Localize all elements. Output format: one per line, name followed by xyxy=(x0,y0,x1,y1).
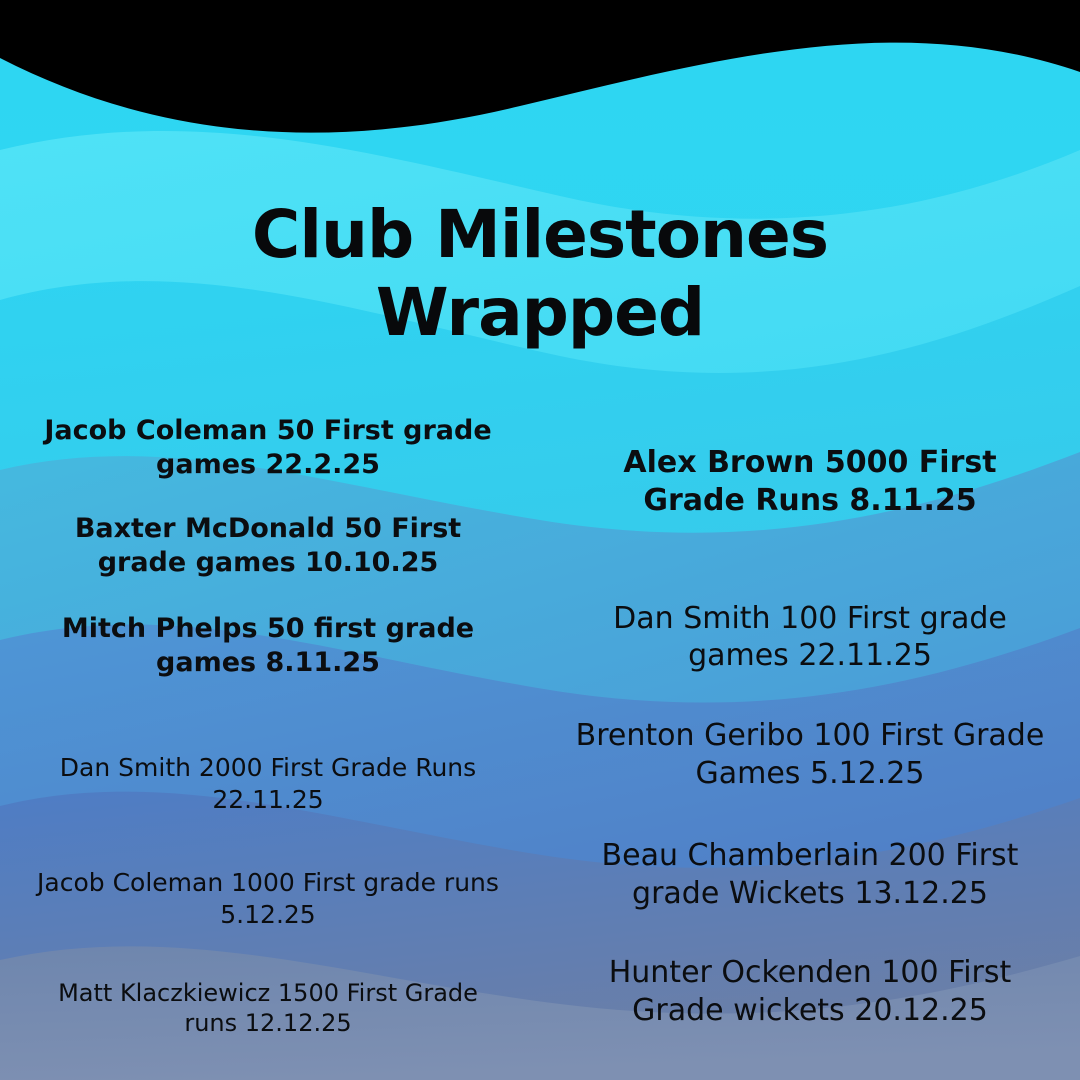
page-title-line-2: Wrapped xyxy=(375,273,705,351)
milestone-item: Dan Smith 100 First grade games 22.11.25 xyxy=(613,600,1007,674)
milestone-item: Brenton Geribo 100 First Grade Games 5.12.25 xyxy=(575,718,1045,791)
page-title-line-1: Club Milestones xyxy=(251,196,829,273)
milestone-item: Baxter McDonald 50 First grade games 10.10.25 xyxy=(74,513,462,579)
milestone-item: Mitch Phelps 50 first grade games 8.11.25 xyxy=(61,613,475,679)
page-title xyxy=(0,196,1080,352)
milestones-left-column xyxy=(0,400,540,1040)
milestone-item: Matt Klaczkiewicz 1500 First Grade runs 12.12.25 xyxy=(58,979,478,1038)
milestone-item: Alex Brown 5000 First Grade Runs 8.11.25 xyxy=(623,445,997,518)
milestone-item: Beau Chamberlain 200 First grade Wickets 13.12.25 xyxy=(601,837,1019,911)
milestones-columns xyxy=(0,400,1080,1040)
milestone-item: Jacob Coleman 1000 First grade runs 5.12.25 xyxy=(37,868,499,929)
milestones-right-column xyxy=(540,400,1080,1040)
milestone-item: Jacob Coleman 50 First grade games 22.2.25 xyxy=(44,415,492,481)
milestone-item: Hunter Ockenden 100 First Grade wickets 20.12.25 xyxy=(608,955,1012,1029)
milestone-item: Dan Smith 2000 First Grade Runs 22.11.25 xyxy=(59,753,477,814)
